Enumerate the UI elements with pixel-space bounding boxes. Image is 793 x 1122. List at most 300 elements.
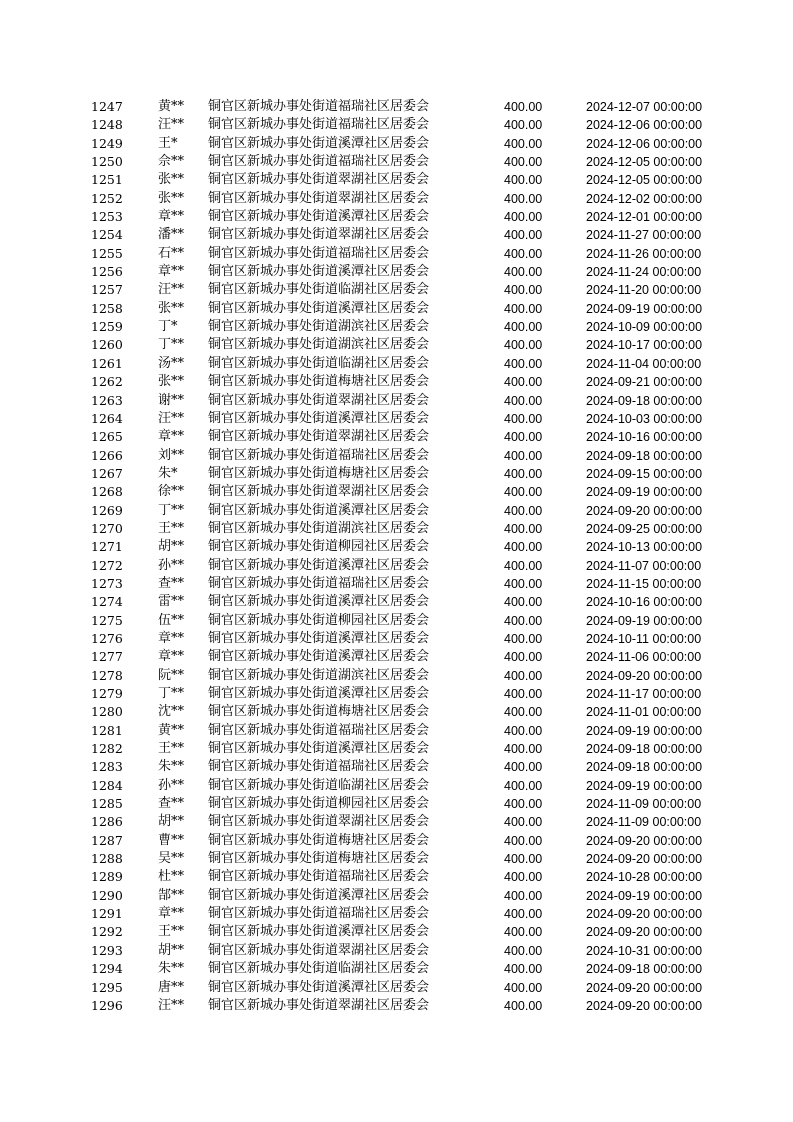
community-office: 铜官区新城办事处街道福瑞社区居委会 — [208, 722, 430, 738]
row-number: 1268 — [91, 484, 123, 500]
row-number: 1281 — [91, 722, 123, 738]
community-office: 铜官区新城办事处街道梅塘社区居委会 — [208, 465, 430, 481]
subsidy-amount: 400.00 — [504, 393, 543, 408]
payment-date: 2024-10-16 00:00:00 — [586, 430, 703, 445]
table-row — [0, 612, 793, 630]
recipient-name: 张** — [158, 172, 185, 188]
table-row — [0, 502, 793, 520]
table-row — [0, 722, 793, 740]
row-number: 1260 — [91, 337, 123, 353]
subsidy-amount: 400.00 — [504, 998, 543, 1013]
row-number: 1295 — [91, 979, 123, 995]
recipient-name: 章** — [158, 209, 185, 225]
table-row — [0, 979, 793, 997]
community-office: 铜官区新城办事处街道溪潭社区居委会 — [208, 630, 430, 646]
subsidy-amount: 400.00 — [504, 962, 543, 977]
payment-date: 2024-11-27 00:00:00 — [586, 228, 702, 243]
community-office: 铜官区新城办事处街道溪潭社区居委会 — [208, 649, 430, 665]
payment-date: 2024-09-19 00:00:00 — [586, 723, 703, 738]
recipient-name: 王** — [158, 520, 185, 536]
row-number: 1250 — [91, 154, 123, 170]
table-row — [0, 813, 793, 831]
community-office: 铜官区新城办事处街道福瑞社区居委会 — [208, 906, 430, 922]
subsidy-amount: 400.00 — [504, 466, 543, 481]
payment-date: 2024-11-20 00:00:00 — [586, 283, 702, 298]
payment-date: 2024-10-31 00:00:00 — [586, 943, 703, 958]
table-row — [0, 392, 793, 410]
community-office: 铜官区新城办事处街道翠湖社区居委会 — [208, 814, 430, 830]
payment-date: 2024-12-06 00:00:00 — [586, 118, 703, 133]
recipient-name: 章** — [158, 906, 185, 922]
payment-date: 2024-11-01 00:00:00 — [586, 705, 702, 720]
payment-date: 2024-11-09 00:00:00 — [586, 815, 702, 830]
recipient-name: 佘** — [158, 154, 185, 170]
subsidy-amount: 400.00 — [504, 723, 543, 738]
community-office: 铜官区新城办事处街道福瑞社区居委会 — [208, 447, 430, 463]
recipient-name: 朱** — [158, 759, 185, 775]
subsidy-list-table — [0, 98, 793, 1015]
row-number: 1276 — [91, 630, 123, 646]
table-row — [0, 410, 793, 428]
recipient-name: 沈** — [158, 704, 185, 720]
recipient-name: 丁** — [158, 502, 185, 518]
table-row — [0, 887, 793, 905]
community-office: 铜官区新城办事处街道柳园社区居委会 — [208, 796, 430, 812]
row-number: 1271 — [91, 539, 123, 555]
payment-date: 2024-11-24 00:00:00 — [586, 265, 702, 280]
table-row — [0, 832, 793, 850]
community-office: 铜官区新城办事处街道翠湖社区居委会 — [208, 172, 430, 188]
table-row — [0, 703, 793, 721]
payment-date: 2024-10-13 00:00:00 — [586, 540, 703, 555]
table-row — [0, 960, 793, 978]
community-office: 铜官区新城办事处街道湖滨社区居委会 — [208, 667, 430, 683]
recipient-name: 黄** — [158, 99, 185, 114]
payment-date: 2024-09-21 00:00:00 — [586, 375, 703, 390]
subsidy-amount: 400.00 — [504, 907, 543, 922]
table-row — [0, 135, 793, 153]
subsidy-amount: 400.00 — [504, 576, 543, 591]
community-office: 铜官区新城办事处街道溪潭社区居委会 — [208, 135, 430, 151]
subsidy-amount: 400.00 — [504, 595, 543, 610]
table-row — [0, 648, 793, 666]
subsidy-amount: 400.00 — [504, 246, 543, 261]
table-row — [0, 777, 793, 795]
row-number: 1275 — [91, 612, 123, 628]
subsidy-amount: 400.00 — [504, 705, 543, 720]
payment-date: 2024-11-09 00:00:00 — [586, 797, 702, 812]
table-row — [0, 850, 793, 868]
subsidy-amount: 400.00 — [504, 760, 543, 775]
payment-date: 2024-10-28 00:00:00 — [586, 870, 703, 885]
community-office: 铜官区新城办事处街道福瑞社区居委会 — [208, 869, 430, 885]
community-office: 铜官区新城办事处街道福瑞社区居委会 — [208, 245, 430, 261]
table-row — [0, 758, 793, 776]
subsidy-amount: 400.00 — [504, 136, 543, 151]
row-number: 1282 — [91, 741, 123, 757]
payment-date: 2024-09-18 00:00:00 — [586, 760, 703, 775]
recipient-name: 潘** — [158, 227, 185, 243]
recipient-name: 胡** — [158, 539, 185, 555]
community-office: 铜官区新城办事处街道梅塘社区居委会 — [208, 832, 430, 848]
community-office: 铜官区新城办事处街道溪潭社区居委会 — [208, 300, 430, 316]
table-row — [0, 190, 793, 208]
payment-date: 2024-09-19 00:00:00 — [586, 778, 703, 793]
row-number: 1258 — [91, 300, 123, 316]
recipient-name: 章** — [158, 429, 185, 445]
subsidy-amount: 400.00 — [504, 155, 543, 170]
table-row — [0, 997, 793, 1015]
subsidy-amount: 400.00 — [504, 631, 543, 646]
row-number: 1267 — [91, 465, 123, 481]
community-office: 铜官区新城办事处街道翠湖社区居委会 — [208, 392, 430, 408]
subsidy-amount: 400.00 — [504, 558, 543, 573]
payment-date: 2024-09-19 00:00:00 — [586, 301, 703, 316]
recipient-name: 章** — [158, 630, 185, 646]
row-number: 1272 — [91, 557, 123, 573]
community-office: 铜官区新城办事处街道溪潭社区居委会 — [208, 557, 430, 573]
recipient-name: 丁* — [158, 319, 178, 335]
subsidy-amount: 400.00 — [504, 521, 543, 536]
row-number: 1286 — [91, 814, 123, 830]
payment-date: 2024-09-19 00:00:00 — [586, 888, 703, 903]
community-office: 铜官区新城办事处街道溪潭社区居委会 — [208, 410, 430, 426]
subsidy-amount: 400.00 — [504, 338, 543, 353]
table-row — [0, 795, 793, 813]
community-office: 铜官区新城办事处街道溪潭社区居委会 — [208, 887, 430, 903]
table-row — [0, 300, 793, 318]
community-office: 铜官区新城办事处街道柳园社区居委会 — [208, 539, 430, 555]
row-number: 1257 — [91, 282, 123, 298]
row-number: 1274 — [91, 594, 123, 610]
table-row — [0, 373, 793, 391]
subsidy-amount: 400.00 — [504, 301, 543, 316]
payment-date: 2024-10-17 00:00:00 — [586, 338, 703, 353]
subsidy-amount: 400.00 — [504, 742, 543, 757]
recipient-name: 阮** — [158, 667, 185, 683]
subsidy-amount: 400.00 — [504, 191, 543, 206]
subsidy-amount: 400.00 — [504, 173, 543, 188]
payment-date: 2024-09-15 00:00:00 — [586, 466, 703, 481]
row-number: 1294 — [91, 961, 123, 977]
row-number: 1289 — [91, 869, 123, 885]
table-row — [0, 153, 793, 171]
row-number: 1264 — [91, 410, 123, 426]
table-row — [0, 318, 793, 336]
row-number: 1284 — [91, 777, 123, 793]
community-office: 铜官区新城办事处街道湖滨社区居委会 — [208, 337, 430, 353]
row-number: 1262 — [91, 374, 123, 390]
row-number: 1247 — [91, 99, 123, 114]
recipient-name: 丁** — [158, 337, 185, 353]
recipient-name: 朱* — [158, 465, 178, 481]
payment-date: 2024-09-18 00:00:00 — [586, 962, 703, 977]
subsidy-amount: 400.00 — [504, 852, 543, 867]
payment-date: 2024-09-18 00:00:00 — [586, 393, 703, 408]
recipient-name: 孙** — [158, 557, 185, 573]
subsidy-amount: 400.00 — [504, 210, 543, 225]
subsidy-amount: 400.00 — [504, 411, 543, 426]
community-office: 铜官区新城办事处街道湖滨社区居委会 — [208, 319, 430, 335]
payment-date: 2024-09-20 00:00:00 — [586, 980, 703, 995]
subsidy-amount: 400.00 — [504, 778, 543, 793]
table-row — [0, 942, 793, 960]
table-row — [0, 593, 793, 611]
subsidy-amount: 400.00 — [504, 888, 543, 903]
recipient-name: 张** — [158, 374, 185, 390]
subsidy-amount: 400.00 — [504, 833, 543, 848]
recipient-name: 谢** — [158, 392, 185, 408]
subsidy-amount: 400.00 — [504, 650, 543, 665]
table-row — [0, 355, 793, 373]
recipient-name: 雷** — [158, 594, 185, 610]
table-row — [0, 483, 793, 501]
table-row — [0, 281, 793, 299]
table-row — [0, 575, 793, 593]
recipient-name: 王* — [158, 135, 178, 151]
community-office: 铜官区新城办事处街道溪潭社区居委会 — [208, 209, 430, 225]
recipient-name: 石** — [158, 245, 185, 261]
table-row — [0, 447, 793, 465]
table-row — [0, 520, 793, 538]
recipient-name: 刘** — [158, 447, 185, 463]
table-row — [0, 465, 793, 483]
subsidy-amount: 400.00 — [504, 100, 543, 114]
community-office: 铜官区新城办事处街道溪潭社区居委会 — [208, 264, 430, 280]
community-office: 铜官区新城办事处街道柳园社区居委会 — [208, 612, 430, 628]
row-number: 1293 — [91, 942, 123, 958]
subsidy-amount: 400.00 — [504, 815, 543, 830]
row-number: 1296 — [91, 997, 123, 1013]
row-number: 1249 — [91, 135, 123, 151]
payment-date: 2024-10-16 00:00:00 — [586, 595, 703, 610]
subsidy-amount: 400.00 — [504, 283, 543, 298]
row-number: 1279 — [91, 686, 123, 701]
row-number: 1261 — [91, 355, 123, 371]
row-number: 1252 — [91, 190, 123, 206]
community-office: 铜官区新城办事处街道溪潭社区居委会 — [208, 594, 430, 610]
community-office: 铜官区新城办事处街道临湖社区居委会 — [208, 282, 430, 298]
table-row — [0, 667, 793, 685]
subsidy-amount: 400.00 — [504, 375, 543, 390]
recipient-name: 汪** — [158, 997, 185, 1013]
community-office: 铜官区新城办事处街道福瑞社区居委会 — [208, 99, 430, 114]
recipient-name: 唐** — [158, 979, 185, 995]
row-number: 1255 — [91, 245, 123, 261]
payment-date: 2024-12-02 00:00:00 — [586, 191, 703, 206]
payment-date: 2024-09-20 00:00:00 — [586, 503, 703, 518]
table-row — [0, 116, 793, 134]
community-office: 铜官区新城办事处街道临湖社区居委会 — [208, 961, 430, 977]
payment-date: 2024-09-18 00:00:00 — [586, 742, 703, 757]
community-office: 铜官区新城办事处街道溪潭社区居委会 — [208, 741, 430, 757]
community-office: 铜官区新城办事处街道溪潭社区居委会 — [208, 979, 430, 995]
table-row — [0, 245, 793, 263]
recipient-name: 丁** — [158, 686, 185, 701]
subsidy-amount: 400.00 — [504, 540, 543, 555]
row-number: 1248 — [91, 117, 123, 133]
subsidy-amount: 400.00 — [504, 687, 543, 701]
subsidy-amount: 400.00 — [504, 485, 543, 500]
row-number: 1290 — [91, 887, 123, 903]
table-row — [0, 263, 793, 281]
recipient-name: 查** — [158, 796, 185, 812]
community-office: 铜官区新城办事处街道梅塘社区居委会 — [208, 374, 430, 390]
row-number: 1287 — [91, 832, 123, 848]
community-office: 铜官区新城办事处街道溪潭社区居委会 — [208, 502, 430, 518]
table-row — [0, 740, 793, 758]
recipient-name: 胡** — [158, 814, 185, 830]
row-number: 1280 — [91, 704, 123, 720]
recipient-name: 胡** — [158, 942, 185, 958]
subsidy-amount: 400.00 — [504, 448, 543, 463]
row-number: 1263 — [91, 392, 123, 408]
recipient-name: 王** — [158, 741, 185, 757]
row-number: 1285 — [91, 796, 123, 812]
recipient-name: 黄** — [158, 722, 185, 738]
community-office: 铜官区新城办事处街道梅塘社区居委会 — [208, 851, 430, 867]
payment-date: 2024-10-03 00:00:00 — [586, 411, 703, 426]
table-row — [0, 685, 793, 703]
row-number: 1273 — [91, 575, 123, 591]
row-number: 1291 — [91, 906, 123, 922]
recipient-name: 汪** — [158, 282, 185, 298]
recipient-name: 徐** — [158, 484, 185, 500]
recipient-name: 章** — [158, 264, 185, 280]
payment-date: 2024-09-20 00:00:00 — [586, 833, 703, 848]
payment-date: 2024-09-20 00:00:00 — [586, 668, 703, 683]
subsidy-amount: 400.00 — [504, 613, 543, 628]
community-office: 铜官区新城办事处街道福瑞社区居委会 — [208, 154, 430, 170]
payment-date: 2024-12-07 00:00:00 — [586, 100, 703, 114]
recipient-name: 伍** — [158, 612, 185, 628]
community-office: 铜官区新城办事处街道翠湖社区居委会 — [208, 942, 430, 958]
community-office: 铜官区新城办事处街道翠湖社区居委会 — [208, 484, 430, 500]
community-office: 铜官区新城办事处街道翠湖社区居委会 — [208, 997, 430, 1013]
payment-date: 2024-09-20 00:00:00 — [586, 852, 703, 867]
payment-date: 2024-09-20 00:00:00 — [586, 925, 703, 940]
payment-date: 2024-10-11 00:00:00 — [586, 631, 702, 646]
row-number: 1277 — [91, 649, 123, 665]
community-office: 铜官区新城办事处街道福瑞社区居委会 — [208, 117, 430, 133]
recipient-name: 汤** — [158, 355, 185, 371]
recipient-name: 吴** — [158, 851, 185, 867]
table-row — [0, 171, 793, 189]
row-number: 1283 — [91, 759, 123, 775]
community-office: 铜官区新城办事处街道临湖社区居委会 — [208, 777, 430, 793]
recipient-name: 曹** — [158, 832, 185, 848]
community-office: 铜官区新城办事处街道临湖社区居委会 — [208, 355, 430, 371]
recipient-name: 章** — [158, 649, 185, 665]
row-number: 1292 — [91, 924, 123, 940]
payment-date: 2024-09-20 00:00:00 — [586, 998, 703, 1013]
table-row — [0, 538, 793, 556]
payment-date: 2024-10-09 00:00:00 — [586, 320, 703, 335]
community-office: 铜官区新城办事处街道溪潭社区居委会 — [208, 924, 430, 940]
payment-date: 2024-11-07 00:00:00 — [586, 558, 702, 573]
subsidy-amount: 400.00 — [504, 118, 543, 133]
subsidy-amount: 400.00 — [504, 980, 543, 995]
subsidy-amount: 400.00 — [504, 668, 543, 683]
table-row — [0, 226, 793, 244]
row-number: 1259 — [91, 319, 123, 335]
table-body — [0, 98, 793, 1015]
table-row — [0, 557, 793, 575]
payment-date: 2024-11-26 00:00:00 — [586, 246, 702, 261]
row-number: 1270 — [91, 520, 123, 536]
table-row — [0, 923, 793, 941]
payment-date: 2024-11-15 00:00:00 — [586, 576, 702, 591]
recipient-name: 朱** — [158, 961, 185, 977]
subsidy-amount: 400.00 — [504, 228, 543, 243]
table-row — [0, 208, 793, 226]
payment-date: 2024-12-05 00:00:00 — [586, 155, 703, 170]
table-row — [0, 905, 793, 923]
recipient-name: 郜** — [158, 887, 185, 903]
payment-date: 2024-11-17 00:00:00 — [586, 687, 702, 701]
community-office: 铜官区新城办事处街道翠湖社区居委会 — [208, 227, 430, 243]
subsidy-amount: 400.00 — [504, 356, 543, 371]
payment-date: 2024-12-01 00:00:00 — [586, 210, 703, 225]
recipient-name: 王** — [158, 924, 185, 940]
row-number: 1253 — [91, 209, 123, 225]
subsidy-amount: 400.00 — [504, 503, 543, 518]
payment-date: 2024-12-05 00:00:00 — [586, 173, 703, 188]
table-row — [0, 428, 793, 446]
payment-date: 2024-09-19 00:00:00 — [586, 485, 703, 500]
payment-date: 2024-11-06 00:00:00 — [586, 650, 702, 665]
payment-date: 2024-09-20 00:00:00 — [586, 907, 703, 922]
community-office: 铜官区新城办事处街道湖滨社区居委会 — [208, 520, 430, 536]
table-row — [0, 868, 793, 886]
subsidy-amount: 400.00 — [504, 797, 543, 812]
row-number: 1251 — [91, 172, 123, 188]
community-office: 铜官区新城办事处街道溪潭社区居委会 — [208, 686, 430, 701]
row-number: 1269 — [91, 502, 123, 518]
recipient-name: 汪** — [158, 410, 185, 426]
subsidy-amount: 400.00 — [504, 943, 543, 958]
row-number: 1254 — [91, 227, 123, 243]
payment-date: 2024-12-06 00:00:00 — [586, 136, 703, 151]
community-office: 铜官区新城办事处街道福瑞社区居委会 — [208, 759, 430, 775]
recipient-name: 查** — [158, 575, 185, 591]
row-number: 1266 — [91, 447, 123, 463]
community-office: 铜官区新城办事处街道翠湖社区居委会 — [208, 429, 430, 445]
payment-date: 2024-11-04 00:00:00 — [586, 356, 702, 371]
recipient-name: 张** — [158, 190, 185, 206]
subsidy-amount: 400.00 — [504, 430, 543, 445]
payment-date: 2024-09-18 00:00:00 — [586, 448, 703, 463]
community-office: 铜官区新城办事处街道梅塘社区居委会 — [208, 704, 430, 720]
recipient-name: 张** — [158, 300, 185, 316]
recipient-name: 杜** — [158, 869, 185, 885]
row-number: 1256 — [91, 264, 123, 280]
recipient-name: 孙** — [158, 777, 185, 793]
community-office: 铜官区新城办事处街道福瑞社区居委会 — [208, 575, 430, 591]
table-row — [0, 98, 793, 116]
table-row — [0, 630, 793, 648]
subsidy-amount: 400.00 — [504, 320, 543, 335]
payment-date: 2024-09-25 00:00:00 — [586, 521, 703, 536]
row-number: 1265 — [91, 429, 123, 445]
community-office: 铜官区新城办事处街道翠湖社区居委会 — [208, 190, 430, 206]
table-row — [0, 336, 793, 354]
subsidy-amount: 400.00 — [504, 925, 543, 940]
payment-date: 2024-09-19 00:00:00 — [586, 613, 703, 628]
row-number: 1288 — [91, 851, 123, 867]
subsidy-amount: 400.00 — [504, 265, 543, 280]
recipient-name: 汪** — [158, 117, 185, 133]
